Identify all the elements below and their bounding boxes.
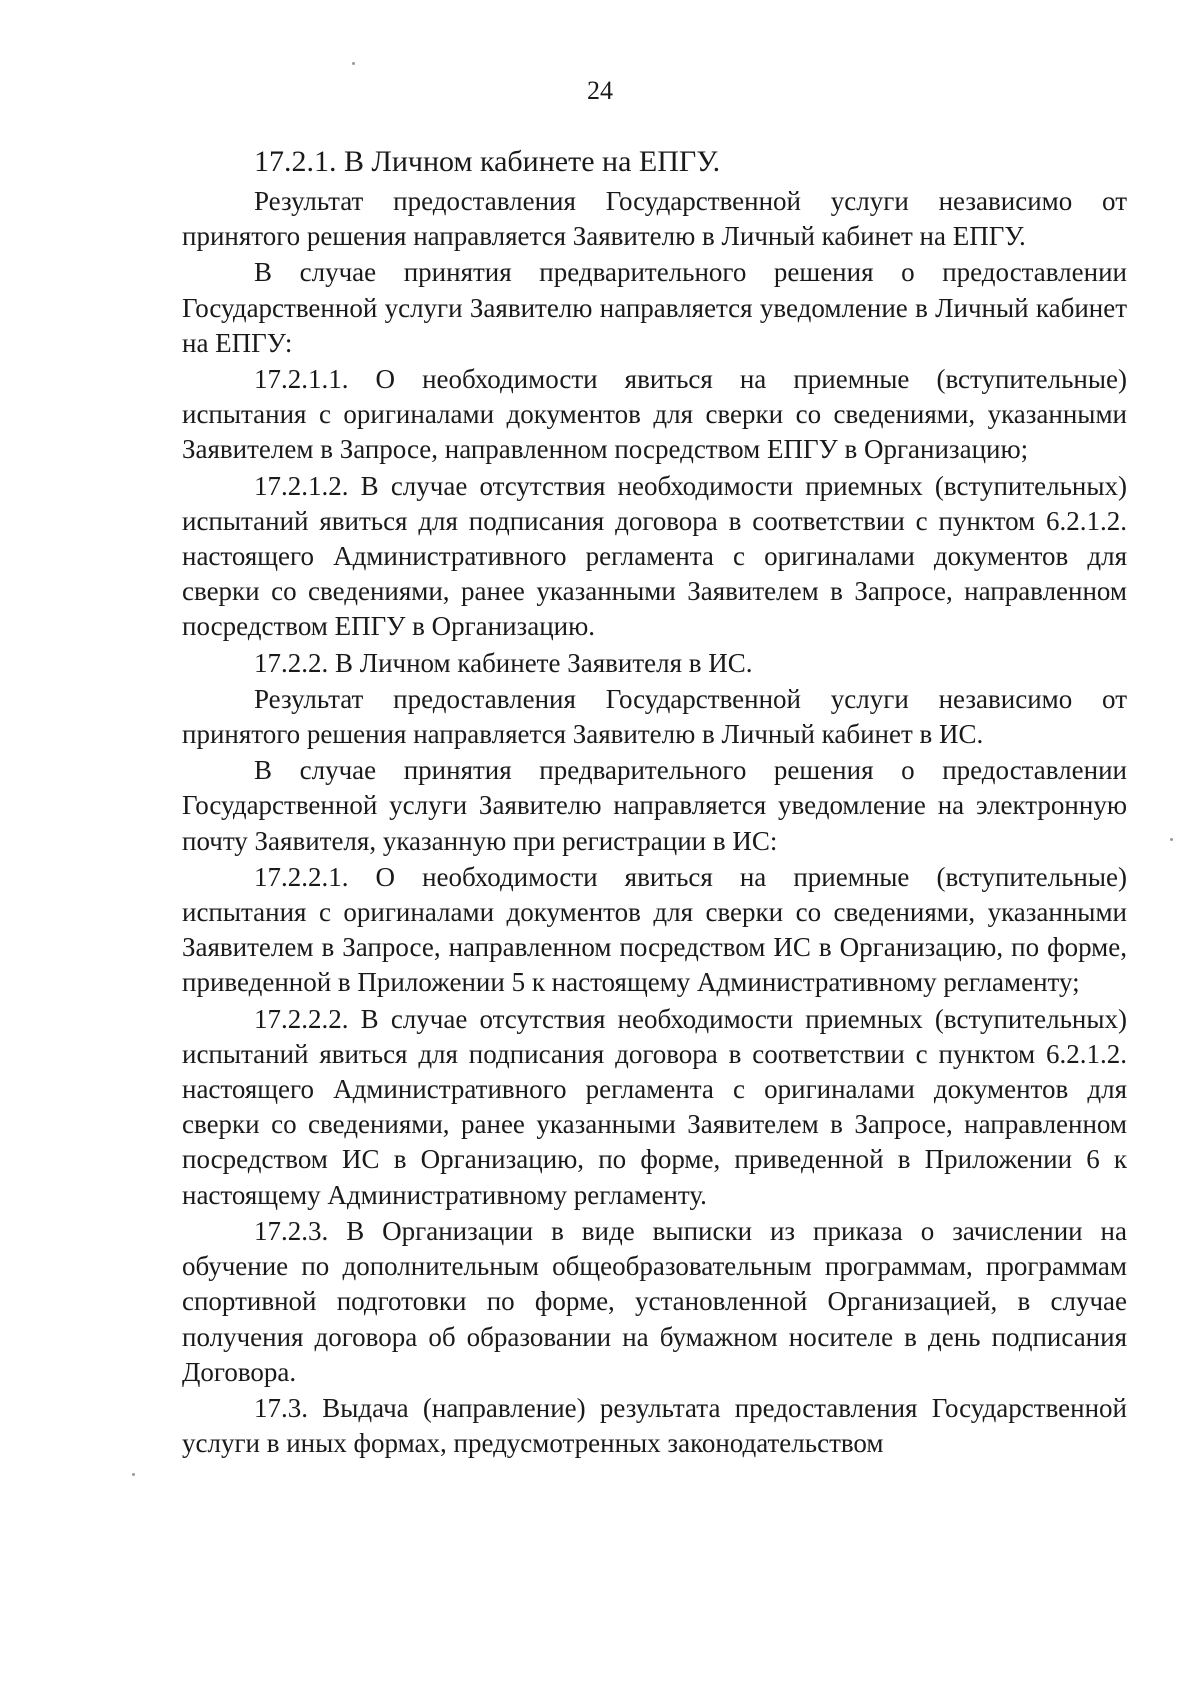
section-heading-17-2-2: 17.2.2. В Личном кабинете Заявителя в ИС. — [254, 647, 753, 678]
list-item-17-2-1-2: 17.2.1.2. В случае отсутствия необходимости приемных (вступительных) испытаний явиться для подписания договора в соответствии с пунктом 6.2.1.2. настоящего Административного регламента с оригиналами документов для сверки со сведениями, ранее указанными Заявителем в Запросе, направленном посредством ЕПГУ в Организацию. — [182, 470, 1127, 642]
scan-speck — [132, 1473, 135, 1476]
document-body — [182, 142, 1127, 1462]
section-heading-17-2-1: 17.2.1. В Личном кабинете на ЕПГУ. — [254, 145, 721, 178]
list-item-17-2-2-2: 17.2.2.2. В случае отсутствия необходимости приемных (вступительных) испытаний явиться для подписания договора в соответствии с пунктом 6.2.1.2. настоящего Административного регламента с оригиналами документов для сверки со сведениями, ранее указанными Заявителем в Запросе, направленном посредством ИС в Организацию, по форме, приведенной в Приложении 6 к настоящему Административному регламенту. — [182, 1003, 1127, 1210]
paragraph: Результат предоставления Государственной услуги независимо от принятого решения направляется Заявителю в Личный кабинет на ЕПГУ. — [182, 186, 1127, 252]
paragraph: В случае принятия предварительного решения о предоставлении Государственной услуги Заявителю направляется уведомление в Личный кабинет на ЕПГУ: — [182, 257, 1127, 358]
section-item-17-3: 17.3. Выдача (направление) результата предоставления Государственной услуги в иных формах, предусмотренных законодательством — [182, 1392, 1127, 1459]
section-item-17-2-3: 17.2.3. В Организации в виде выписки из приказа о зачислении на обучение по дополнительным общеобразовательным программам, программам спортивной подготовки по форме, установленной Организацией, в случае получения договора об образовании на бумажном носителе в день подписания Договора. — [182, 1215, 1127, 1387]
list-item-17-2-2-1: 17.2.2.1. О необходимости явиться на приемные (вступительные) испытания с оригиналами документов для сверки со сведениями, указанными Заявителем в Запросе, направленном посредством ИС в Организацию, по форме, приведенной в Приложении 5 к настоящему Административному регламенту; — [182, 861, 1127, 998]
paragraph: Результат предоставления Государственной услуги независимо от принятого решения направляется Заявителю в Личный кабинет в ИС. — [182, 683, 1127, 750]
scan-speck — [352, 62, 355, 65]
page-number: 24 — [587, 76, 613, 105]
paragraph: В случае принятия предварительного решения о предоставлении Государственной услуги Заявителю направляется уведомление на электронную почту Заявителя, указанную при регистрации в ИС: — [182, 755, 1127, 856]
scan-speck — [1170, 838, 1173, 841]
list-item-17-2-1-1: 17.2.1.1. О необходимости явиться на приемные (вступительные) испытания с оригиналами документов для сверки со сведениями, указанными Заявителем в Запросе, направленном посредством ЕПГУ в Организацию; — [182, 364, 1127, 465]
